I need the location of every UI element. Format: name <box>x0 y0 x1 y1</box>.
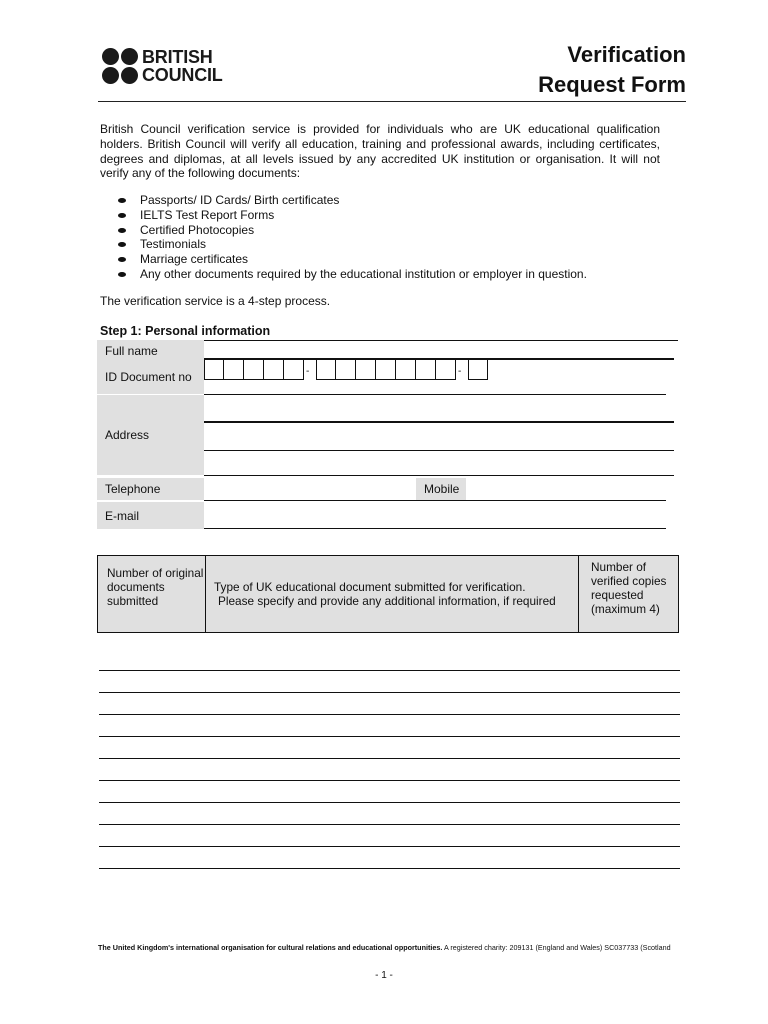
email-underline <box>204 528 666 529</box>
id-digit-box[interactable] <box>416 359 436 380</box>
title-line-2: Request Form <box>538 72 686 97</box>
entry-line[interactable] <box>99 714 680 715</box>
id-digit-box[interactable] <box>376 359 396 380</box>
telephone-label: Telephone <box>97 478 204 500</box>
id-digit-box[interactable] <box>244 359 264 380</box>
full-name-field[interactable] <box>204 341 674 358</box>
list-item: Marriage certificates <box>118 252 587 267</box>
id-document-field[interactable] <box>204 359 488 380</box>
entry-line[interactable] <box>99 780 680 781</box>
id-digit-box[interactable] <box>284 359 304 380</box>
footer-text: The United Kingdom's international organisation for cultural relations and educational opportunities. A registered charity: 209131 (England and Wales) SC037733 (Scotland <box>98 943 671 952</box>
documents-table-header <box>97 555 679 633</box>
id-separator: - <box>458 366 462 377</box>
bullet-icon <box>118 242 126 247</box>
label-column-top <box>97 340 204 394</box>
entry-line[interactable] <box>99 758 680 759</box>
british-council-logo <box>102 48 242 88</box>
list-item: Certified Photocopies <box>118 223 587 238</box>
id-digit-box[interactable] <box>316 359 336 380</box>
bullet-icon <box>118 228 126 233</box>
email-label: E-mail <box>97 502 204 529</box>
col-original-count: Number of original documents submitted <box>98 556 206 632</box>
bullet-icon <box>118 213 126 218</box>
telephone-underline <box>204 500 666 501</box>
logo-dots-icon <box>102 48 140 86</box>
header-divider <box>98 101 686 102</box>
entry-line[interactable] <box>99 846 680 847</box>
list-item: Testimonials <box>118 237 587 252</box>
logo-wordmark: BRITISH COUNCIL <box>142 47 223 85</box>
entry-line[interactable] <box>99 824 680 825</box>
id-digit-box[interactable] <box>436 359 456 380</box>
id-digit-box[interactable] <box>336 359 356 380</box>
process-note: The verification service is a 4-step process. <box>100 294 331 308</box>
id-digit-box[interactable] <box>396 359 416 380</box>
id-digit-box[interactable] <box>356 359 376 380</box>
address-field[interactable] <box>204 395 674 475</box>
entry-line[interactable] <box>99 670 680 671</box>
entry-line[interactable] <box>99 802 680 803</box>
form-title <box>538 40 686 100</box>
email-field[interactable] <box>204 502 666 529</box>
id-digit-box[interactable] <box>468 359 488 380</box>
excluded-documents-list <box>118 193 587 282</box>
id-digit-box[interactable] <box>224 359 244 380</box>
entry-line[interactable] <box>99 692 680 693</box>
list-item: IELTS Test Report Forms <box>118 208 587 223</box>
col-copies-requested: Number of verified copies requested (maximum 4) <box>591 560 667 616</box>
bullet-icon <box>118 198 126 203</box>
page-number: - 1 - <box>375 970 393 981</box>
bullet-icon <box>118 272 126 277</box>
address-line-2 <box>204 450 674 451</box>
mobile-label: Mobile <box>416 478 466 500</box>
telephone-field[interactable] <box>204 478 414 500</box>
full-name-label: Full name <box>105 344 158 358</box>
title-line-1: Verification <box>567 42 686 67</box>
id-digit-box[interactable] <box>204 359 224 380</box>
id-separator: - <box>306 366 310 377</box>
entry-line[interactable] <box>99 736 680 737</box>
address-line-1 <box>204 421 674 423</box>
address-label: Address <box>97 395 204 475</box>
step1-heading: Step 1: Personal information <box>100 324 271 338</box>
list-item: Passports/ ID Cards/ Birth certificates <box>118 193 587 208</box>
id-document-label: ID Document no <box>105 370 192 384</box>
bullet-icon <box>118 257 126 262</box>
address-line-3 <box>204 475 674 476</box>
mobile-field[interactable] <box>466 478 666 500</box>
intro-paragraph: British Council verification service is provided for individuals who are UK educational qualification holders. British Council will verify all education, training and professional awards, including certificates, degrees and diplomas, at all levels issued by any accredited UK institution or organisation. It will not verify any of the following documents: <box>100 122 660 181</box>
list-item: Any other documents required by the educational institution or employer in question. <box>118 267 587 282</box>
id-digit-box[interactable] <box>264 359 284 380</box>
col-document-type: Type of UK educational document submitted for verification. Please specify and provide any additional information, if required <box>206 556 579 632</box>
entry-line[interactable] <box>99 868 680 869</box>
